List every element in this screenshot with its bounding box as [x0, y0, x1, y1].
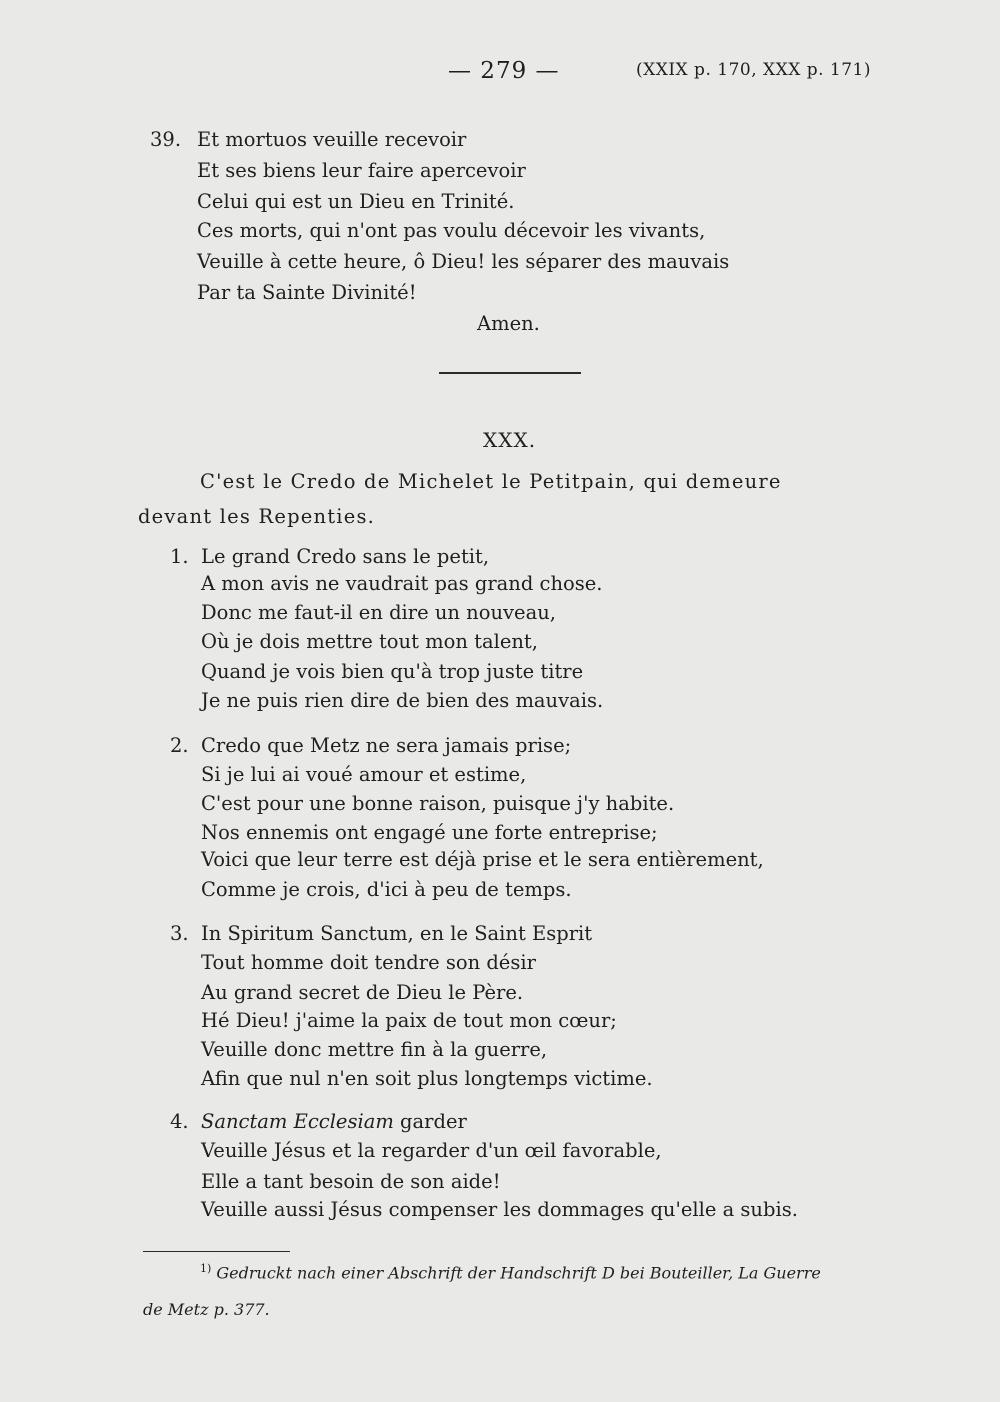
section-divider [439, 372, 581, 374]
verse-line: Quand je vois bien qu'à trop juste titre [201, 660, 584, 683]
verse-line: Voici que leur terre est déjà prise et le sera entièrement, [201, 848, 764, 871]
footnote-divider [143, 1251, 290, 1252]
verse-line: Le grand Credo sans le petit, [201, 545, 490, 568]
amen: Amen. [477, 312, 540, 335]
verse-line: In Spiritum Sanctum, en le Saint Esprit [201, 922, 593, 945]
footnote-line: de Metz p. 377. [143, 1300, 270, 1319]
verse-line: Par ta Sainte Divinité! [197, 281, 417, 304]
verse-line: Afin que nul n'en soit plus longtemps victime. [201, 1067, 653, 1090]
verse-line: C'est pour une bonne raison, puisque j'y habite. [201, 792, 675, 815]
verse-line: Je ne puis rien dire de bien des mauvais. [201, 689, 604, 712]
verse-line: Veuille Jésus et la regarder d'un œil favorable, [201, 1139, 662, 1162]
section-intro: C'est le Credo de Michelet le Petitpain, qui demeure [200, 470, 782, 493]
verse-line: Tout homme doit tendre son désir [201, 951, 536, 974]
verse-line: Et mortuos veuille recevoir [197, 128, 467, 151]
section-intro: devant les Repenties. [138, 505, 376, 528]
page-number: — 279 — [448, 58, 560, 84]
verse-line: Donc me faut-il en dire un nouveau, [201, 601, 556, 624]
verse-line: Celui qui est un Dieu en Trinité. [197, 190, 515, 213]
verse-line: A mon avis ne vaudrait pas grand chose. [201, 572, 603, 595]
verse-line: Hé Dieu! j'aime la paix de tout mon cœur; [201, 1009, 617, 1032]
verse-line: Credo que Metz ne sera jamais prise; [201, 734, 572, 757]
verse-line: Nos ennemis ont engagé une forte entreprise; [201, 821, 658, 844]
section-heading: XXX. [483, 428, 537, 452]
verse-line: Elle a tant besoin de son aide! [201, 1170, 501, 1193]
page-reference: (XXIX p. 170, XXX p. 171) [636, 60, 871, 80]
stanza-number: 4. [170, 1110, 189, 1133]
verse-line: Veuille à cette heure, ô Dieu! les séparer des mauvais [197, 250, 730, 273]
stanza-number: 3. [170, 922, 189, 945]
verse-line: Comme je crois, d'ici à peu de temps. [201, 878, 572, 901]
footnote-line [200, 1262, 821, 1282]
footnote-marker: 1) [200, 1262, 212, 1275]
verse-line [201, 1110, 467, 1133]
verse-line-rest: garder [393, 1110, 467, 1133]
stanza-number: 2. [170, 734, 189, 757]
verse-line: Et ses biens leur faire apercevoir [197, 159, 526, 182]
verse-line: Où je dois mettre tout mon talent, [201, 630, 538, 653]
verse-line: Veuille donc mettre fin à la guerre, [201, 1038, 548, 1061]
verse-line: Veuille aussi Jésus compenser les dommages qu'elle a subis. [201, 1198, 798, 1221]
stanza-number: 1. [170, 545, 189, 568]
verse-line: Si je lui ai voué amour et estime, [201, 763, 527, 786]
verse-line: Ces morts, qui n'ont pas voulu décevoir les vivants, [197, 219, 706, 242]
footnote-text: Gedruckt nach einer Abschrift der Handschrift D bei Bouteiller, La Guerre [216, 1263, 821, 1283]
stanza-number: 39. [150, 128, 182, 151]
verse-line: Au grand secret de Dieu le Père. [201, 981, 524, 1004]
latin-phrase: Sanctam Ecclesiam [201, 1110, 394, 1133]
